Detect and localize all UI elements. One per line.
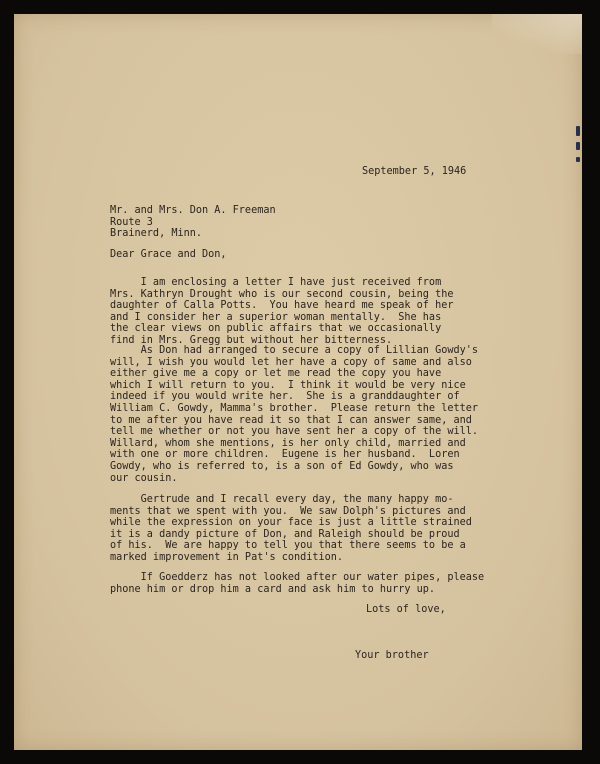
paragraph-line: If Goedderz has not looked after our water pipes, please: [110, 572, 485, 583]
signature: Your brother: [355, 650, 429, 661]
paragraph-line: the clear views on public affairs that we occasionally: [110, 323, 442, 335]
paragraph-4: [110, 572, 484, 595]
recipient-street: Route 3: [110, 216, 153, 228]
paragraph-line: to me after you have read it so that I can answer same, and: [110, 414, 472, 426]
recipient-address: [110, 205, 276, 240]
paragraph-line: marked improvement in Pat's condition.: [110, 551, 344, 563]
paragraph-3: [110, 494, 472, 564]
paper-stain: [492, 14, 582, 54]
paragraph-line: will, I wish you would let her have a copy of same and also: [110, 356, 472, 368]
paragraph-line: with one or more children. Eugene is her husband. Loren: [110, 449, 460, 461]
paragraph-line: Willard, whom she mentions, is her only child, married and: [110, 437, 466, 449]
paragraph-line: I am enclosing a letter I have just received from: [110, 277, 442, 288]
edge-tab-mark: [576, 142, 580, 150]
closing: Lots of love,: [366, 604, 446, 615]
paragraph-line: find in Mrs. Gregg but without her bitterness.: [110, 334, 393, 346]
paragraph-line: tell me whether or not you have sent her a copy of the will.: [110, 426, 479, 438]
paragraph-line: Gertrude and I recall every day, the many happy mo-: [110, 494, 454, 505]
paragraph-line: it is a dandy picture of Don, and Raleigh should be proud: [110, 528, 460, 540]
paragraph-line: ments that we spent with you. We saw Dolph's pictures and: [110, 505, 466, 517]
paragraph-line: daughter of Calla Potts. You have heard me speak of her: [110, 300, 454, 312]
paragraph-line: our cousin.: [110, 472, 178, 484]
paragraph-line: William C. Gowdy, Mamma's brother. Please return the letter: [110, 402, 479, 414]
paragraph-line: phone him or drop him a card and ask him to hurry up.: [110, 583, 436, 595]
paragraph-line: As Don had arranged to secure a copy of Lillian Gowdy's: [110, 345, 479, 356]
paragraph-line: Mrs. Kathryn Drought who is our second cousin, being the: [110, 288, 454, 300]
salutation: Dear Grace and Don,: [110, 249, 227, 260]
edge-tab-mark: [576, 157, 580, 162]
paragraph-line: of his. We are happy to tell you that there seems to be a: [110, 540, 466, 552]
recipient-city: Brainerd, Minn.: [110, 228, 203, 240]
letter-date: September 5, 1946: [362, 166, 467, 177]
paragraph-line: Gowdy, who is referred to, is a son of Ed Gowdy, who was: [110, 460, 454, 472]
paragraph-2: [110, 345, 478, 484]
paragraph-1: [110, 277, 453, 347]
paragraph-line: either give me a copy or let me read the copy you have: [110, 368, 442, 380]
paragraph-line: which I will return to you. I think it would be very nice: [110, 379, 466, 391]
paragraph-line: indeed if you would write her. She is a granddaughter of: [110, 391, 460, 403]
paragraph-line: and I consider her a superior woman mentally. She has: [110, 311, 442, 323]
paragraph-line: while the expression on your face is just a little strained: [110, 517, 472, 529]
edge-tab-mark: [576, 126, 580, 136]
recipient-name: Mr. and Mrs. Don A. Freeman: [110, 205, 276, 216]
